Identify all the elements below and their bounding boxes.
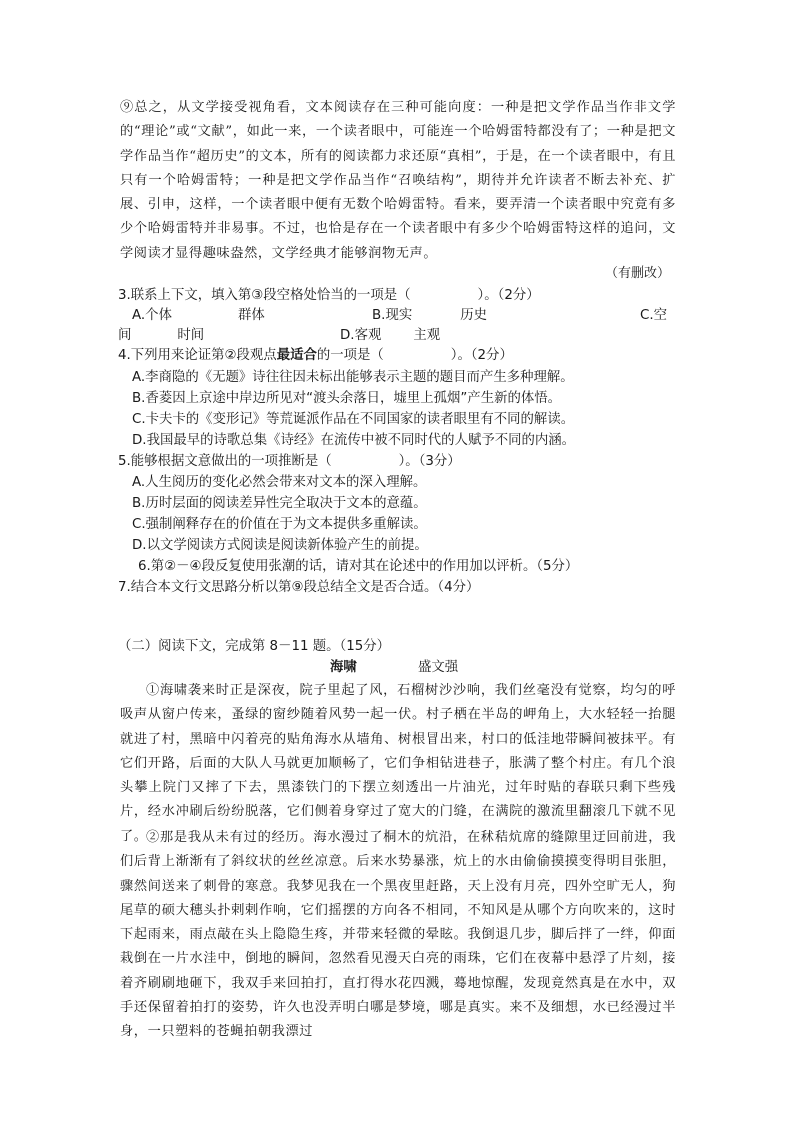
q3-option-c-text2: 间 [118,328,132,343]
question-5-stem: 5.能够根据文意做出的一项推断是（ ）。（3分） [118,454,461,469]
q5-option-a[interactable]: A.人生阅历的变化必然会带来对文本的深入理解。 [132,475,427,490]
article-author: 盛文强 [418,660,459,675]
q3-option-d[interactable] [340,326,440,346]
question-4-stem [118,346,513,366]
q3-option-a-text2: 群体 [237,308,265,323]
paragraph-9: ⑨总之，从文学接受视角看，文本阅读存在三种可能向度：一种是把文学作品当作非文学的“理论”或“文献”，如此一来，一个读者眼中，可能连一个哈姆雷特都没有了；一种是把文学作品当作“超历史”的文本，所有的阅读都力求还原“真相”，于是，在一个读者眼中，有且只有一个哈姆雷特；一种是把文学作品当作“召唤结构”，期待并允许读者不断去补充、扩展、引申，这样，一个读者眼中便有无数个哈姆雷特。看来，要弄清一个读者眼中究竟有多少个哈姆雷特并非易事。不过，也恰是存在一个读者眼中有多少个哈姆雷特这样的追问，文学阅读才显得趣味盎然，文学经典才能够润物无声。 [120,100,676,261]
q3-option-d-text: D.客观 [340,328,382,343]
q3-option-c-cont[interactable] [118,326,204,346]
q3-option-d-text2: 主观 [413,328,441,343]
article-title: 海啸 [330,660,357,675]
article-paragraph-1: ①海啸袭来时正是深夜，院子里起了风，石榴树沙沙响，我们丝毫没有觉察，均匀的呼吸声从窗户传来，蚤绿的窗纱随着风势一起一伏。村子栖在半岛的岬角上，大水轻轻一抬腿就进了村，黑暗中闪着亮的贴角海水从墙角、树根冒出来，村口的低洼地带瞬间被抹平。有它们开路，后面的大队人马就更加顺畅了，它们争相钻进巷子，胀满了整个村庄。有几个浪头攀上院门又摔了下去，黑漆铁门的下摆立刻透出一片油光，过年时贴的春联只剩下些残片，经水冲刷后纷纷脱落，它们侧着身穿过了宽大的门缝，在满院的激流里翻滚几下就不见了。 [120,683,676,844]
question-3-stem: 3.联系上下文，填入第③段空格处恰当的一项是（ ）。（2分） [118,288,540,303]
article-paragraph-2: ②那是我从未有过的经历。海水漫过了桐木的炕沿，在秫秸炕席的缝隙里迂回前进，我们后背上渐渐有了斜纹状的丝丝凉意。后来水势暴涨，炕上的水由偷偷摸摸变得明目张胆，骤然间送来了刺骨的寒意。我梦见我在一个黑夜里赶路，天上没有月亮，四外空旷无人，狗尾草的硕大穗头扑剌剌作响，它们摇摆的方向各不相同，不知风是从哪个方向吹来的，这时下起雨来，雨点敲在头上隐隐生疼，并带来轻微的晕眩。我倒退几步，脚后拌了一绊，仰面栽倒在一片水洼中，倒地的瞬间，忽然看见漫天白亮的雨珠，它们在夜幕中悬浮了片刻，接着齐刷刷地砸下，我双手来回拍打，直打得水花四溅，蓦地惊醒，发现竟然真是在水中，双手还保留着拍打的姿势，许久也没弄明白哪是梦境，哪是真实。来不及细想，水已经漫过半身，一只塑料的苍蝇拍朝我漂过 [120,830,676,1040]
section-2-heading: （二）阅读下文，完成第 8－11 题。（15分） [118,639,391,654]
q3-option-b-text2: 历史 [460,308,488,323]
q3-option-a[interactable] [132,306,265,326]
q5-option-c[interactable]: C.强制阐释存在的价值在于为文本提供多重解读。 [132,517,427,532]
source-note: （有删改） [604,266,670,281]
q5-option-d[interactable]: D.以文学阅读方式阅读是阅读新体验产生的前提。 [132,538,428,553]
q3-option-b[interactable] [372,306,487,326]
q4-stem-post: 的一项是（ ）。（2分） [316,348,513,363]
q5-option-b[interactable]: B.历时层面的阅读差异性完全取决于文本的意蕴。 [132,496,427,511]
q4-option-b[interactable]: B.香菱因上京途中岸边所见对“渡头余落日，墟里上孤烟”产生新的体悟。 [132,391,562,406]
q3-option-a-text: A.个体 [132,308,172,323]
q3-option-c[interactable]: C.空 [640,308,667,323]
q4-option-d[interactable]: D.我国最早的诗歌总集《诗经》在流传中被不同时代的人赋予不同的内涵。 [132,433,576,448]
q4-option-a[interactable]: A.李商隐的《无题》诗往往因未标出能够表示主题的题目而产生多种理解。 [132,370,574,385]
q4-stem-bold: 最适合 [276,348,317,363]
q3-option-b-text: B.现实 [372,308,413,323]
q4-stem-pre: 4.下列用来论证第②段观点 [118,348,277,363]
q3-option-c-text3: 时间 [177,328,205,343]
question-7: 7.结合本文行文思路分析以第⑨段总结全文是否合适。（4分） [118,580,480,595]
q4-option-c[interactable]: C.卡夫卡的《变形记》等荒诞派作品在不同国家的读者眼里有不同的解读。 [132,412,575,427]
question-6: 6.第②－④段反复使用张潮的话，请对其在论述中的作用加以评析。（5分） [138,559,579,574]
